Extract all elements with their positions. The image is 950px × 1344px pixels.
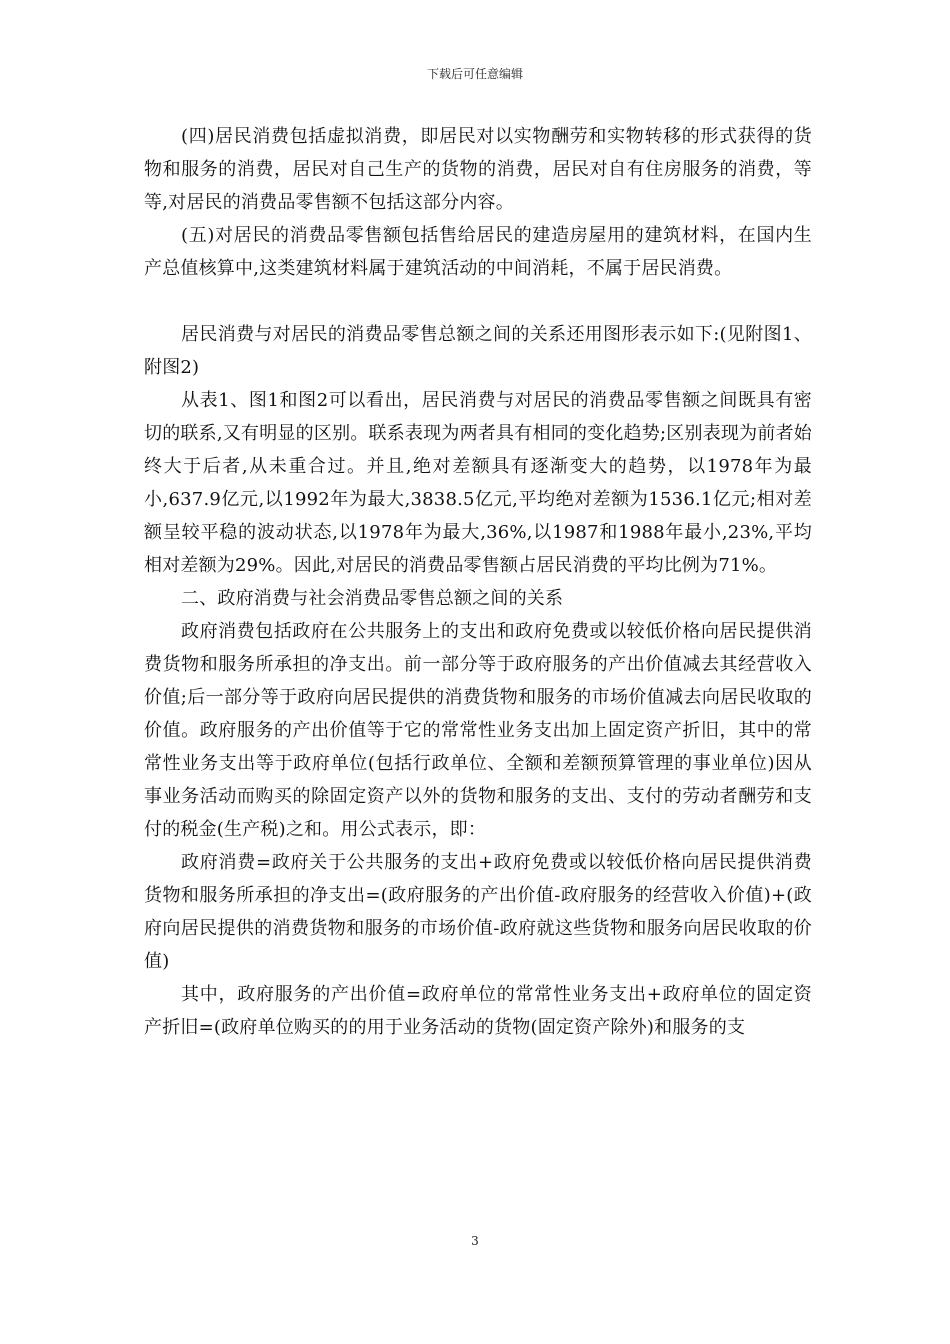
document-body [144,120,812,1044]
page-header: 下载后可任意编辑 [426,67,523,81]
paragraph-government-consumption-definition: 政府消费包括政府在公共服务上的支出和政府免费或以较低价格向居民提供消费货物和服务所承担的净支出。前一部分等于政府服务的产出价值减去其经营收入价值;后一部分等于政府向居民提供的消费货物和服务的市场价值减去向居民收取的价值。政府服务的产出价值等于它的常常性业务支出加上固定资产折旧，其中的常常性业务支出等于政府单位(包括行政单位、全额和差额预算管理的事业单位)因从事业务活动而购买的除固定资产以外的货物和服务的支出、支付的劳动者酬劳和支付的税金(生产税)之和。用公式表示，即： [144,621,812,840]
paragraph-output-value-formula: 其中，政府服务的产出价值=政府单位的常常性业务支出+政府单位的固定资产折旧=(政府单位购买的的用于业务活动的货物(固定资产除外)和服务的支 [144,984,812,1038]
section-heading-government-consumption: 二、政府消费与社会消费品零售总额之间的关系 [181,588,564,609]
paragraph-comparison-analysis: 从表1、图1和图2可以看出，居民消费与对居民的消费品零售额之间既具有密切的联系,又有明显的区别。联系表现为两者具有相同的变化趋势;区别表现为前者始终大于后者,从未重合过。并且,绝对差额具有逐渐变大的趋势，以1978年为最小,637.9亿元,以1992年为最大,3838.5亿元,平均绝对差额为1536.1亿元;相对差额呈较平稳的波动状态,以1978年为最大,36%,以1987和1988年最小,23%,平均相对差额为29%。因此,对居民的消费品零售额占居民消费的平均比例为71%。 [144,390,812,576]
paragraph-virtual-consumption: (四)居民消费包括虚拟消费，即居民对以实物酬劳和实物转移的形式获得的货物和服务的消费，居民对自己生产的货物的消费，居民对自有住房服务的消费，等等,对居民的消费品零售额不包括这部分内容。 [144,126,812,213]
page-number: 3 [471,1234,479,1248]
paragraph-figure-reference: 居民消费与对居民的消费品零售总额之间的关系还用图形表示如下:(见附图1、附图2) [144,324,812,378]
paragraph-spacer [144,285,812,318]
paragraph-building-materials: (五)对居民的消费品零售额包括售给居民的建造房屋用的建筑材料，在国内生产总值核算中,这类建筑材料属于建筑活动的中间消耗，不属于居民消费。 [144,225,812,279]
paragraph-government-consumption-formula: 政府消费=政府关于公共服务的支出+政府免费或以较低价格向居民提供消费货物和服务所承担的净支出=(政府服务的产出价值-政府服务的经营收入价值)+(政府向居民提供的消费货物和服务的市场价值-政府就这些货物和服务向居民收取的价值) [144,852,812,972]
